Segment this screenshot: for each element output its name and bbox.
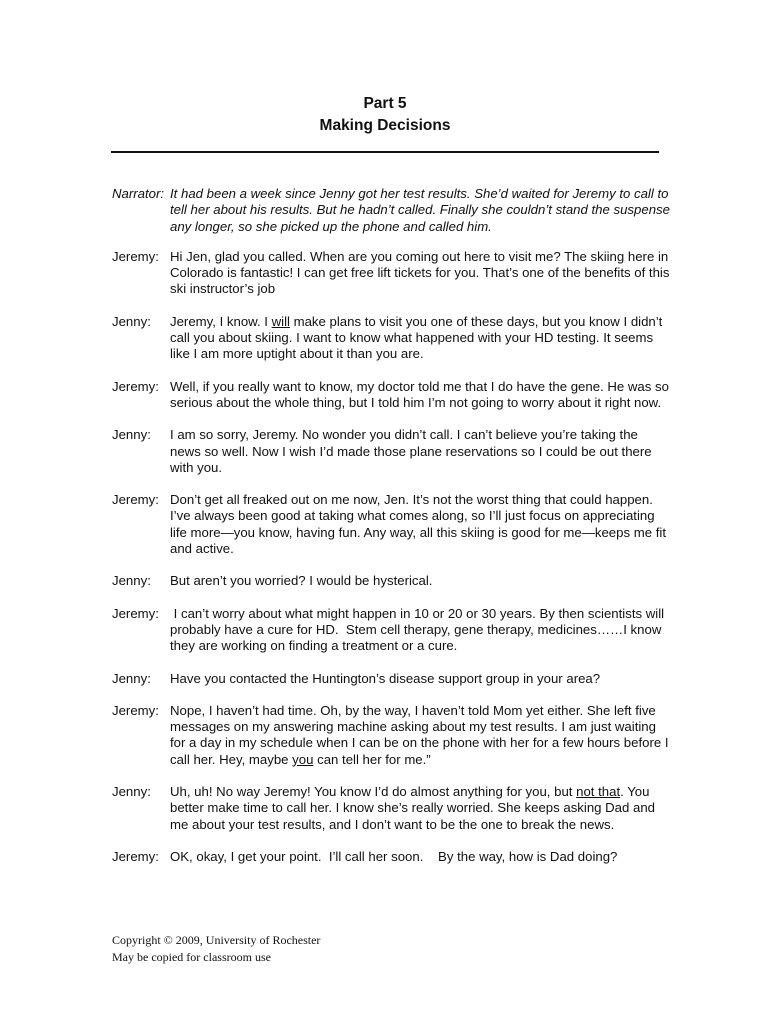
speech-text-part: Nope, I haven’t had time. Oh, by the way, I haven’t told Mom yet either. She left five messages on my answering machine asking about my test results. I am just waiting for a day in my schedule when I can be on the phone with her for a few hours before I call her. Hey, maybe [170, 702, 669, 767]
dialogue-entry [112, 703, 672, 768]
speech-text: Have you contacted the Huntington’s disease support group in your area? [170, 670, 601, 686]
speaker-label: Jeremy: [112, 605, 159, 621]
speaker-label: Jenny: [112, 313, 151, 329]
title-divider [111, 151, 659, 153]
underlined-word: you [292, 751, 314, 767]
dialogue-entry [112, 573, 672, 589]
dialogue-entry [112, 314, 672, 363]
speaker-label: Jenny: [112, 670, 151, 686]
speech-text-part: can tell her for me.” [313, 751, 431, 767]
usage-note: May be copied for classroom use [112, 949, 271, 964]
title-block [0, 93, 770, 137]
speaker-label: Jenny: [112, 573, 151, 589]
speaker-label: Jeremy: [112, 248, 159, 264]
dialogue-entry [112, 427, 672, 476]
speaker-label: Jeremy: [112, 378, 159, 394]
dialogue-entry-narrator [112, 186, 672, 235]
speech-text: I am so sorry, Jeremy. No wonder you didn’t call. I can’t believe you’re taking the news so well. Now I wish I’d made those plane reservations so I could be out there with you. [170, 427, 652, 475]
speech-text: I can’t worry about what might happen in 10 or 20 or 30 years. By then scientists will probably have a cure for HD. Stem cell therapy, gene therapy, medicines……I know they are working on finding a treatment or a cure. [170, 605, 668, 654]
speaker-label: Jeremy: [112, 702, 159, 718]
speech-text [170, 703, 672, 768]
speaker-label: Narrator: [112, 186, 165, 201]
speech-text: Well, if you really want to know, my doctor told me that I do have the gene. He was so serious about the whole thing, but I told him I’m not going to worry about it right now. [170, 378, 669, 410]
speaker-label: Jeremy: [112, 492, 159, 508]
speech-text-part: Jeremy, I know. I [170, 313, 272, 329]
underlined-word: will [271, 313, 290, 329]
dialogue-entry [112, 671, 672, 687]
dialogue-entry [112, 606, 672, 655]
dialogue-entry [112, 849, 672, 865]
footer [112, 932, 320, 965]
page-title: Making Decisions [319, 117, 451, 134]
dialogue-entry [112, 249, 672, 298]
speech-text-part: make plans to visit you one of these days, but you know I didn’t call you about skiing. I want to know what happened with your HD testing. It seems like I am more uptight about it than you are. [170, 313, 663, 362]
speech-text: Hi Jen, glad you called. When are you coming out here to visit me? The skiing here in Colorado is fantastic! I can get free lift tickets for you. That’s one of the benefits of this ski instructor’s job [170, 248, 670, 297]
dialogue-entry [112, 379, 672, 412]
dialogue-entry [112, 492, 672, 557]
speech-text-part: . You better make time to call her. I know she’s really worried. She keeps asking Dad and me about your test results, and I don’t want to be the one to break the news. [170, 784, 656, 832]
speech-text: But aren’t you worried? I would be hysterical. [170, 573, 433, 589]
speech-text: Don’t get all freaked out on me now, Jen. It’s not the worst thing that could happen. I’ve always been good at taking what comes along, so I’ll just focus on appreciating life more—you know, having fun. Any way, all this skiing is good for me—keeps me fit and active. [170, 492, 666, 557]
speech-text-part: Uh, uh! No way Jeremy! You know I’d do almost anything for you, but [170, 784, 577, 800]
dialogue-entry [112, 784, 672, 833]
speaker-label: Jenny: [112, 784, 151, 800]
speaker-label: Jenny: [112, 427, 151, 443]
speech-text: It had been a week since Jenny got her test results. She’d waited for Jeremy to call to tell her about his results. But he hadn’t called. Finally she couldn’t stand the suspense any longer, so she picked up the phone and called him. [170, 186, 670, 234]
speech-text [170, 784, 672, 833]
copyright-text: Copyright © 2009, University of Rochester [112, 933, 321, 947]
dialogue [112, 186, 672, 865]
underlined-word: not that [576, 784, 621, 800]
part-label: Part 5 [363, 95, 407, 112]
speech-text: OK, okay, I get your point. I’ll call her soon. By the way, how is Dad doing? [170, 848, 618, 864]
speaker-label: Jeremy: [112, 848, 159, 864]
speech-text [170, 314, 672, 363]
